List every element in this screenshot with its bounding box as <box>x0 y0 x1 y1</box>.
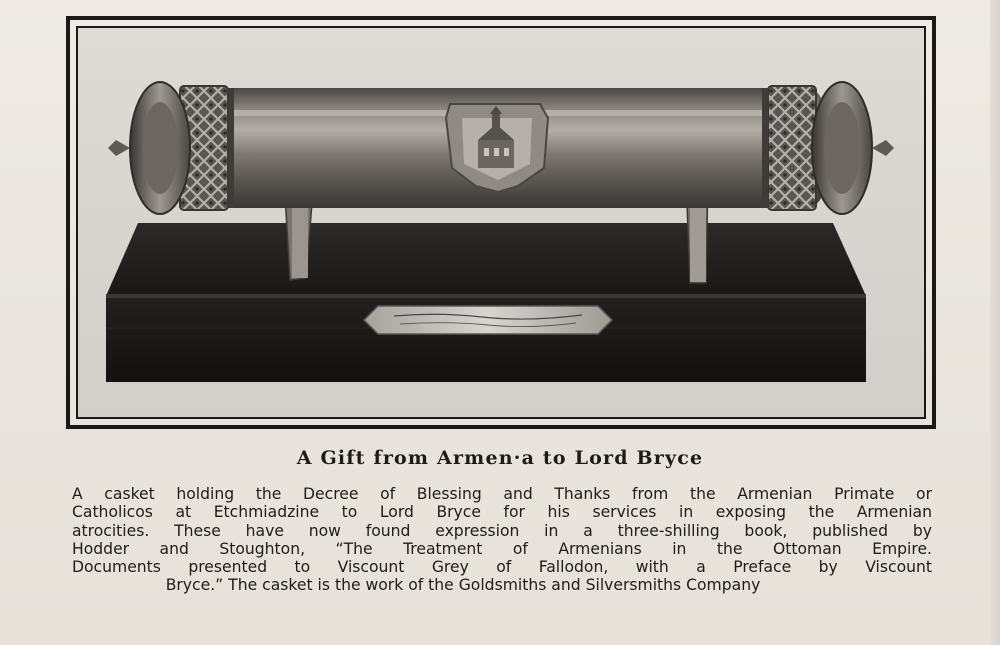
inscription-plaque <box>364 306 612 334</box>
caption-line-5: Documents presented to Viscount Grey of Fallodon, with a Preface by Viscount <box>72 558 932 577</box>
caption-line-4: Hodder and Stoughton, “The Treatment of Armenians in the Ottoman Empire. <box>72 539 932 558</box>
casket-photograph <box>78 28 924 417</box>
caption-title: A Gift from Armen·a to Lord Bryce <box>296 447 704 469</box>
casket-base <box>106 223 866 382</box>
caption-line-1: A casket holding the Decree of Blessing and Thanks from the Armenian Primate or <box>72 485 932 503</box>
caption-line-6: Bryce.” The casket is the work of the Goldsmiths and Silversmiths Company <box>165 576 761 595</box>
caption-body <box>72 485 932 595</box>
photo-frame <box>76 26 926 419</box>
caption-line-3: atrocities. These have now found expression in a three-shilling book, published by <box>72 521 932 540</box>
page-edge <box>990 0 1000 645</box>
caption-line-2: Catholicos at Etchmiadzine to Lord Bryce for his services in exposing the Armenian <box>72 503 932 522</box>
